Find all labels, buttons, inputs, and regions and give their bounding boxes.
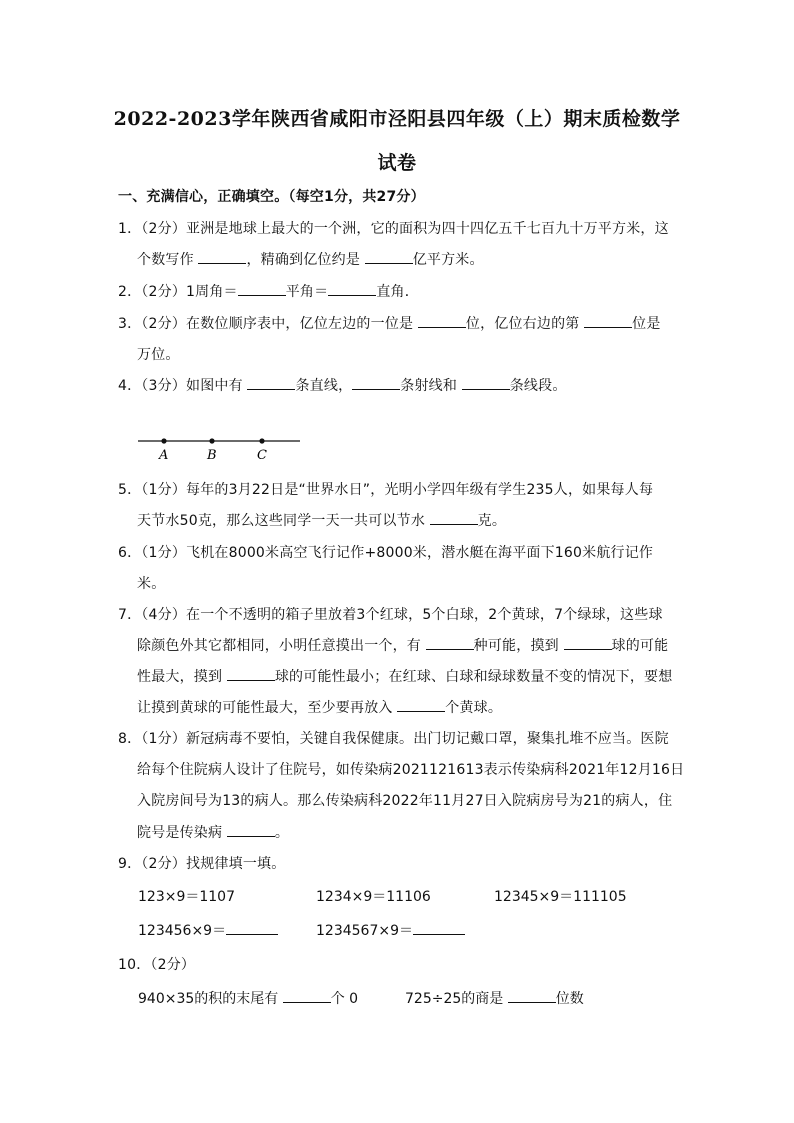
question-5-cont: 天节水50克，那么这些同学一天一共可以节水 克。 <box>137 510 506 530</box>
question-4: 4．（3分）如图中有 条直线， 条射线和 条线段。 <box>118 375 567 395</box>
point-c <box>259 438 264 443</box>
answer-blank[interactable] <box>418 313 466 328</box>
question-3-cont: 万位。 <box>137 347 180 363</box>
answer-blank[interactable] <box>584 313 632 328</box>
answer-blank[interactable] <box>564 635 612 650</box>
question-10-part2: 725÷25的商是 位数 <box>405 988 584 1008</box>
question-7-cont2: 性最大，摸到 球的可能性最小；在红球、白球和绿球数量不变的情况下，要想 <box>137 666 672 686</box>
question-10-part1: 940×35的积的末尾有 个 0 <box>138 988 358 1008</box>
point-b <box>209 438 214 443</box>
question-8-cont2: 入院房间号为13的病人。那么传染病科2022年11月27日入院病房号为21的病人，住 <box>137 793 673 809</box>
question-7-cont3: 让摸到黄球的可能性最大，至少要再放入 个黄球。 <box>137 697 502 717</box>
answer-blank[interactable] <box>397 697 445 712</box>
question-8-cont3: 院号是传染病 。 <box>137 822 289 842</box>
answer-blank[interactable] <box>238 281 286 296</box>
question-8: 8．（1分）新冠病毒不要怕，关键自我保健康。出门切记戴口罩，聚集扎堆不应当。医院 <box>118 731 669 747</box>
question-6-cont: 米。 <box>137 576 166 592</box>
answer-blank[interactable] <box>462 375 510 390</box>
answer-blank[interactable] <box>247 375 295 390</box>
question-6: 6．（1分）飞机在8000米高空飞行记作+8000米，潜水艇在海平面下160米航行记作 <box>118 545 654 561</box>
page-title-continued: 试卷 <box>377 152 417 174</box>
label-b: B <box>207 448 217 463</box>
equation-1: 123×9＝1107 <box>138 889 235 905</box>
question-5: 5．（1分）每年的3月22日是“世界水日”，光明小学四年级有学生235人，如果每人每 <box>118 482 654 498</box>
equation-3: 12345×9＝111105 <box>494 889 627 905</box>
answer-blank[interactable] <box>413 920 465 935</box>
label-c: C <box>257 448 267 463</box>
question-3: 3．（2分）在数位顺序表中，亿位左边的一位是 位，亿位右边的第 位是 <box>118 313 661 333</box>
question-10: 10．（2分） <box>118 957 196 973</box>
question-8-cont1: 给每个住院病人设计了住院号，如传染病2021121613表示传染病科2021年12月16日 <box>137 762 685 778</box>
answer-blank[interactable] <box>283 988 331 1003</box>
question-9: 9．（2分）找规律填一填。 <box>118 856 286 872</box>
equation-5: 1234567×9＝ <box>316 920 465 940</box>
answer-blank[interactable] <box>426 635 474 650</box>
question-1-cont: 个数写作 ，精确到亿位约是 亿平方米。 <box>137 249 484 269</box>
question-7-cont1: 除颜色外其它都相同，小明任意摸出一个，有 种可能，摸到 球的可能 <box>137 635 668 655</box>
line-figure <box>138 428 308 468</box>
equation-2: 1234×9＝11106 <box>316 889 431 905</box>
section-heading: 一、充满信心，正确填空。（每空1分，共27分） <box>118 189 425 205</box>
answer-blank[interactable] <box>430 510 478 525</box>
page-title: 2022-2023学年陕西省咸阳市泾阳县四年级（上）期末质检数学 <box>113 108 681 130</box>
equation-4: 123456×9＝ <box>138 920 278 940</box>
question-1: 1．（2分）亚洲是地球上最大的一个洲，它的面积为四十四亿五千七百九十万平方米，这 <box>118 221 669 237</box>
question-2: 2．（2分）1周角＝ 平角＝ 直角． <box>118 281 419 301</box>
question-7: 7．（4分）在一个不透明的箱子里放着3个红球，5个白球，2个黄球，7个绿球，这些球 <box>118 607 663 623</box>
answer-blank[interactable] <box>508 988 556 1003</box>
answer-blank[interactable] <box>198 249 246 264</box>
answer-blank[interactable] <box>227 822 275 837</box>
label-a: A <box>159 448 169 463</box>
answer-blank[interactable] <box>227 666 275 681</box>
answer-blank[interactable] <box>365 249 413 264</box>
answer-blank[interactable] <box>328 281 376 296</box>
answer-blank[interactable] <box>226 920 278 935</box>
answer-blank[interactable] <box>352 375 400 390</box>
point-a <box>161 438 166 443</box>
